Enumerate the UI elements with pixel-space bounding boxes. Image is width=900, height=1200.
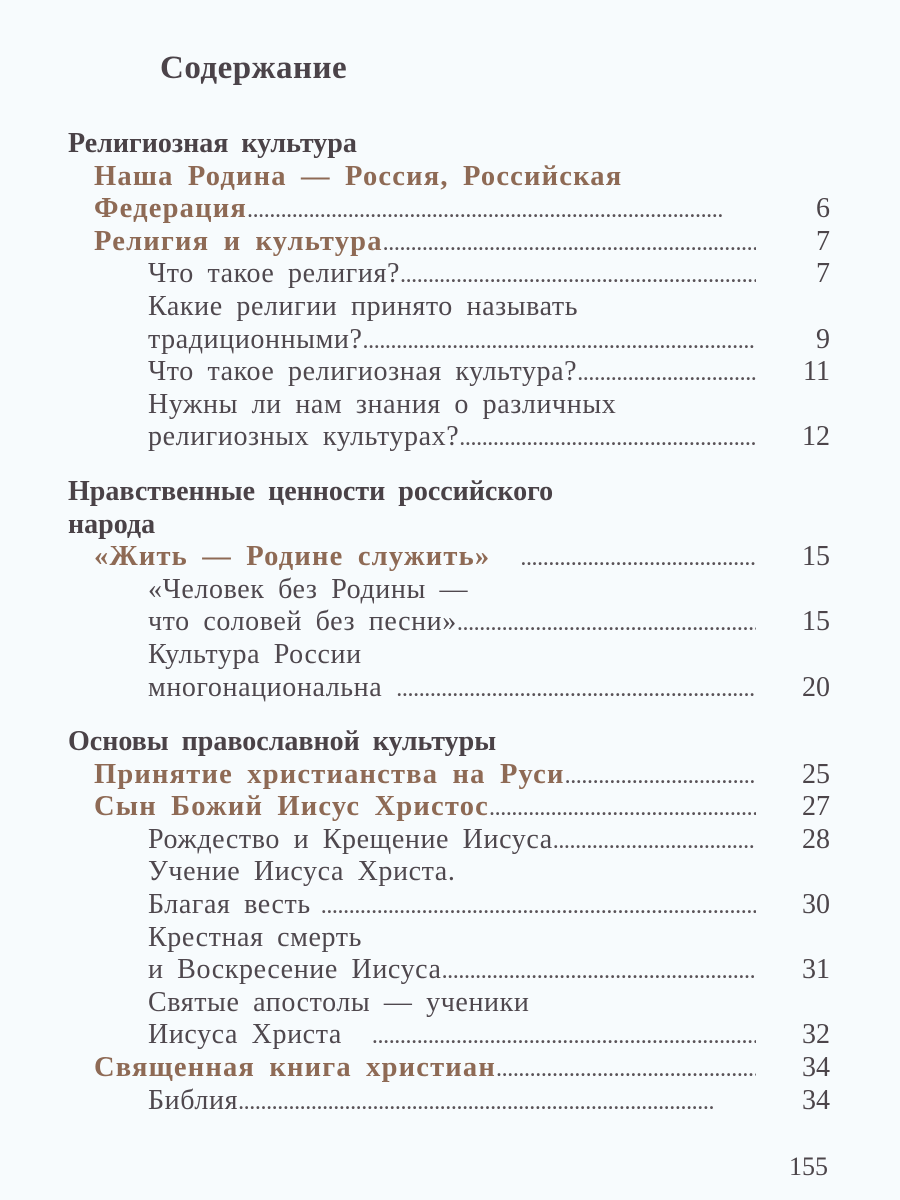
page-number: 32 bbox=[802, 1019, 830, 1051]
entry-last-line bbox=[68, 1019, 830, 1052]
entry-label: Библия bbox=[148, 1084, 239, 1116]
section-gap bbox=[68, 454, 830, 476]
entry-label-line: Федерация bbox=[94, 193, 247, 225]
dot-leader bbox=[363, 325, 756, 358]
entry-label-line: Нужны ли нам знания о различных bbox=[148, 388, 617, 420]
entry-label: Сын Божий Иисус Христос bbox=[94, 791, 490, 823]
entry-label-line: и Воскресение Иисуса bbox=[148, 954, 442, 986]
entry-label-line: Культура России bbox=[148, 638, 362, 670]
dot-leader bbox=[565, 760, 756, 793]
section-heading-line: народа bbox=[68, 508, 156, 540]
page-title: Содержание bbox=[160, 50, 348, 86]
dot-leader bbox=[520, 542, 756, 575]
entry-last-line bbox=[68, 421, 830, 454]
page-folio-number: 155 bbox=[789, 1152, 828, 1181]
entry-label-line: что соловей без песни» bbox=[148, 606, 457, 638]
entry-label: Принятие христианства на Руси bbox=[94, 758, 565, 790]
dot-leader bbox=[372, 1020, 756, 1053]
entry-label: Что такое религиозная культура? bbox=[148, 356, 578, 388]
page-number: 7 bbox=[816, 258, 830, 290]
table-of-contents bbox=[68, 128, 830, 1117]
dot-leader bbox=[577, 357, 756, 390]
entry-label-line: Святые апостолы — ученики bbox=[148, 986, 530, 1018]
dot-leader bbox=[489, 792, 756, 825]
entry-label: Религия и культура bbox=[94, 225, 383, 257]
page-number: 7 bbox=[816, 225, 830, 257]
dot-leader bbox=[396, 673, 756, 706]
page-number: 11 bbox=[803, 356, 830, 388]
toc-entry-man-without-homeland[interactable] bbox=[68, 574, 830, 639]
toc-entry-holy-apostles[interactable] bbox=[68, 987, 830, 1052]
page-number: 15 bbox=[802, 606, 830, 638]
toc-section-orthodox-culture bbox=[68, 726, 830, 1117]
toc-entry-son-of-god[interactable] bbox=[68, 791, 830, 824]
entry-label: Священная книга христиан bbox=[94, 1052, 497, 1084]
toc-entry-knowledge-of-cultures[interactable] bbox=[68, 389, 830, 454]
entry-label-line: традиционными? bbox=[148, 323, 363, 355]
dot-leader bbox=[457, 607, 756, 640]
section-heading: Основы православной культуры bbox=[68, 726, 497, 758]
toc-entry-homeland-russia[interactable] bbox=[68, 161, 830, 226]
page-number: 30 bbox=[802, 889, 830, 921]
page-number: 12 bbox=[802, 421, 830, 453]
entry-label-line: Иисуса Христа bbox=[148, 1019, 342, 1051]
dot-leader bbox=[247, 194, 756, 227]
entry-label: Рождество и Крещение Иисуса bbox=[148, 823, 553, 855]
entry-label-line: Крестная смерть bbox=[148, 921, 362, 953]
toc-section-religious-culture bbox=[68, 128, 830, 454]
entry-last-line bbox=[68, 193, 830, 226]
toc-entry-traditional-religions[interactable] bbox=[68, 291, 830, 356]
toc-entry-serve-homeland[interactable] bbox=[68, 541, 830, 574]
entry-label-line: Учение Иисуса Христа. bbox=[148, 856, 456, 888]
page-number: 9 bbox=[816, 323, 830, 355]
dot-leader bbox=[496, 1053, 756, 1086]
entry-last-line bbox=[68, 889, 830, 922]
dot-leader bbox=[400, 259, 756, 292]
section-heading-line: Нравственные ценности российского bbox=[68, 475, 554, 507]
toc-entry-holy-book[interactable] bbox=[68, 1052, 830, 1085]
entry-label-line: Наша Родина — Россия, Российская bbox=[94, 160, 623, 192]
toc-entry-nativity-baptism[interactable] bbox=[68, 824, 830, 857]
toc-section-moral-values bbox=[68, 476, 830, 704]
entry-last-line bbox=[68, 954, 830, 987]
entry-label: Что такое религия? bbox=[148, 258, 400, 290]
page-number: 28 bbox=[802, 823, 830, 855]
page-number: 34 bbox=[802, 1052, 830, 1084]
entry-label-line: многонациональна bbox=[148, 671, 383, 703]
toc-entry-multinational-culture[interactable] bbox=[68, 639, 830, 704]
toc-entry-teaching-good-news[interactable] bbox=[68, 856, 830, 921]
dot-leader bbox=[238, 1086, 756, 1119]
toc-entry-what-is-religion[interactable] bbox=[68, 258, 830, 291]
dot-leader bbox=[321, 890, 756, 923]
dot-leader bbox=[383, 227, 756, 260]
entry-label-line: религиозных культурах? bbox=[148, 421, 460, 453]
dot-leader bbox=[553, 825, 756, 858]
dot-leader bbox=[442, 955, 756, 988]
page-number: 6 bbox=[816, 193, 830, 225]
toc-entry-crucifixion-resurrection[interactable] bbox=[68, 922, 830, 987]
toc-entry-adoption-of-christianity[interactable] bbox=[68, 759, 830, 792]
toc-entry-religious-culture-definition[interactable] bbox=[68, 356, 830, 389]
toc-entry-religion-and-culture[interactable] bbox=[68, 226, 830, 259]
page-number: 31 bbox=[802, 954, 830, 986]
entry-last-line bbox=[68, 324, 830, 357]
dot-leader bbox=[459, 422, 756, 455]
page-number: 27 bbox=[802, 791, 830, 823]
section-gap bbox=[68, 704, 830, 726]
entry-last-line bbox=[68, 672, 830, 705]
entry-label-line: «Человек без Родины — bbox=[148, 573, 469, 605]
entry-last-line bbox=[68, 606, 830, 639]
page-number: 25 bbox=[802, 758, 830, 790]
entry-label: «Жить — Родине служить» bbox=[94, 541, 491, 573]
entry-label-line: Какие религии принято называть bbox=[148, 290, 579, 322]
page-number: 20 bbox=[802, 671, 830, 703]
entry-label-line: Благая весть bbox=[148, 889, 311, 921]
page-number: 15 bbox=[802, 541, 830, 573]
toc-entry-bible[interactable] bbox=[68, 1085, 830, 1118]
section-heading: Религиозная культура bbox=[68, 128, 357, 159]
page-number: 34 bbox=[802, 1084, 830, 1116]
